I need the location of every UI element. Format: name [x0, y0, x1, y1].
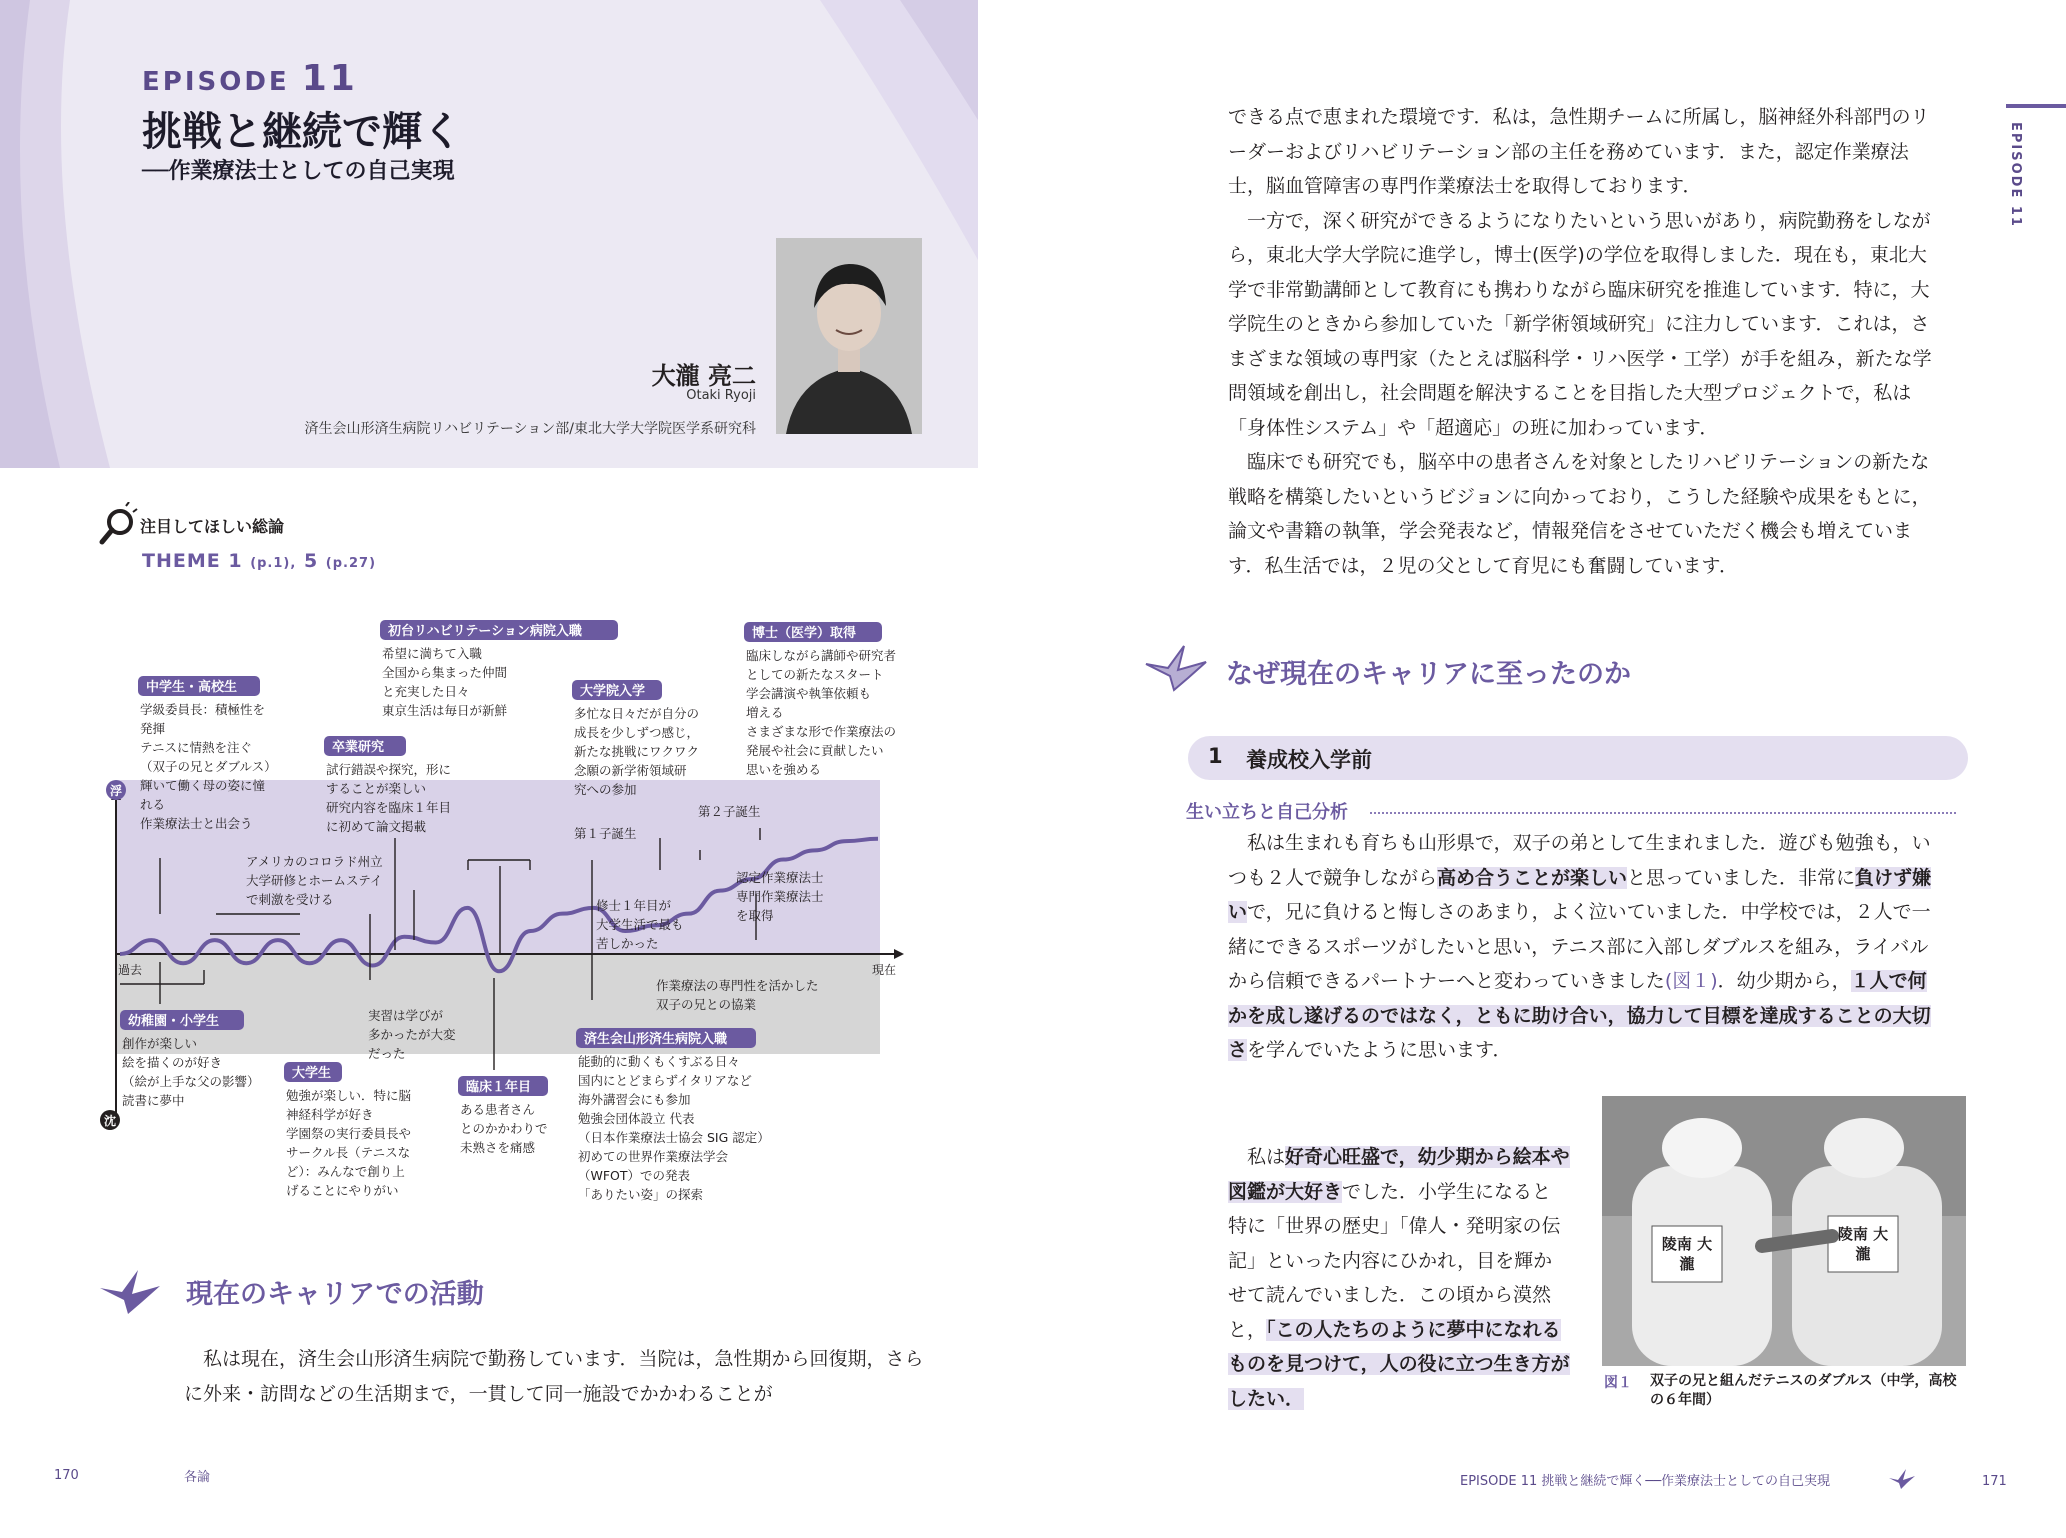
- chart-annotation-line: （日本作業療法士協会 SIG 認定）: [578, 1130, 770, 1145]
- chart-annotation-line: 新たな挑戦にワクワク: [574, 744, 700, 759]
- page-number-left: 170: [54, 1468, 79, 1483]
- chart-annotation-line: 発揮: [140, 721, 166, 736]
- chart-inline-note: 修士１年目が: [596, 898, 672, 913]
- theme-reference: THEME 1 (p.1), 5 (p.27): [142, 550, 377, 572]
- paragraph-5: 私は好奇心旺盛で，幼少期から絵本や図鑑が大好きでした．小学生になると特に「世界の歴史」「偉人・発明家の伝記」といった内容にひかれ，目を輝かせて読んでいました．この頃から漠然と，「この人たちのように夢中になれるものを見つけて，人の役に立つ生き方がしたい．: [1228, 1146, 1570, 1410]
- chart-annotation-line: することが楽しい: [326, 781, 427, 796]
- chart-annotation-line: げることにやりがい: [286, 1183, 399, 1198]
- chart-annotation-head: 博士（医学）取得: [752, 626, 857, 641]
- chart-upper-band: [116, 780, 880, 954]
- chart-inline-note: を取得: [736, 908, 774, 923]
- author-affiliation: 済生会山形済生病院リハビリテーション部/東北大学大学院医学系研究科: [304, 421, 756, 437]
- theme-heading: 注目してほしい総論: [140, 517, 285, 536]
- chart-annotation-line: 創作が楽しい: [122, 1036, 198, 1051]
- chart-annotation-line: 臨床しながら講師や研究者: [746, 648, 897, 663]
- subsection-title: 養成校入学前: [1246, 748, 1372, 772]
- chart-inline-note: 第２子誕生: [698, 804, 761, 819]
- chart-annotation-head: 臨床１年目: [466, 1080, 532, 1095]
- chart-inline-note: 作業療法の専門性を活かした: [656, 978, 819, 993]
- tennis-photo-image: [1602, 1096, 1966, 1366]
- chart-annotation-line: 希望に満ちて入職: [382, 646, 482, 661]
- author-portrait-image: [776, 238, 922, 434]
- running-head-left: 各論: [184, 1470, 211, 1485]
- chart-annotation-head: 卒業研究: [332, 740, 385, 755]
- chart-annotation-line: サークル長（テニスな: [286, 1145, 411, 1160]
- chart-annotation-line: 勉強会団体設立 代表: [578, 1111, 695, 1126]
- paragraphs-top: [1228, 100, 1944, 583]
- author-name: 大瀧 亮二: [651, 362, 756, 390]
- chart-annotation-line: 海外講習会にも参加: [578, 1092, 691, 1107]
- chart-annotation-head: 中学生・高校生: [146, 680, 238, 695]
- chart-annotation-head: 初台リハビリテーション病院入職: [388, 624, 582, 639]
- chart-annotation-line: 念願の新学術領域研: [574, 763, 687, 778]
- paragraph-1: できる点で恵まれた環境です．私は，急性期チームに所属し，脳神経外科部門のリーダーおよびリハビリテーション部の主任を務めています．また，認定作業療法士，脳血管障害の専門作業療法士を取得しております．: [1228, 106, 1930, 197]
- figure-caption: 双子の兄と組んだテニスのダブルス（中学，高校の６年間）: [1650, 1373, 1957, 1408]
- chart-inline-note: 苦しかった: [596, 936, 659, 951]
- section-title-why-career: なぜ現在のキャリアに至ったのか: [1226, 659, 1631, 690]
- chart-annotation-line: （絵が上手な父の影響）: [122, 1074, 260, 1089]
- chart-annotation-line: （双子の兄とダブルス）: [140, 759, 277, 774]
- chart-annotation-line: 発展や社会に貢献したい: [746, 743, 884, 758]
- chart-annotation-line: 学級委員長：積極性を: [140, 702, 266, 717]
- paragraph-current-career: 私は現在，済生会山形済生病院で勤務しています．当院は，急性期から回復期，さらに外来・訪問などの生活期まで，一貫して同一施設でかかわることが: [184, 1348, 924, 1405]
- chart-inline-note: 双子の兄との協業: [656, 997, 757, 1012]
- sidetab-episode: EPISODE 11: [2008, 122, 2023, 228]
- chart-annotation-line: 学会講演や執筆依頼も: [746, 686, 872, 701]
- chart-annotation-line: ある患者さん: [460, 1102, 536, 1117]
- chart-annotation-line: 勉強が楽しい．特に脳: [286, 1088, 412, 1103]
- chart-annotation-line: 学園祭の実行委員長や: [286, 1126, 412, 1141]
- chart-label-bottom: 沈: [103, 1114, 117, 1128]
- section-title-current-career: 現在のキャリアでの活動: [186, 1279, 484, 1310]
- episode-subtitle: ──作業療法士としての自己実現: [142, 159, 455, 184]
- chart-inline-note: 大学研修とホームステイ: [246, 873, 383, 888]
- chart-annotation-line: 成長を少しずつ感じ，: [574, 725, 700, 740]
- paragraph-3: 臨床でも研究でも，脳卒中の患者さんを対象としたリハビリテーションの新たな戦略を構築したいというビジョンに向かっており，こうした経験や成果をもとに，論文や書籍の執筆，学会発表など，情報発信をさせていただく機会も増えています．私生活では，２児の父として育児にも奮闘しています．: [1228, 451, 1931, 577]
- chart-inline-note: 多かったが大変: [368, 1027, 456, 1042]
- chart-inline-note: 第１子誕生: [574, 826, 637, 841]
- author-photo: [776, 238, 922, 434]
- chart-annotation-line: 能動的に動くもくすぶる日々: [578, 1054, 740, 1069]
- author-roman: Otaki Ryoji: [686, 388, 756, 403]
- chart-annotation-line: 作業療法士と出会う: [140, 816, 253, 831]
- chapter-header-band: [0, 0, 978, 468]
- magnifier-icon: [98, 502, 138, 546]
- page-number-right: 171: [1982, 1474, 2007, 1489]
- life-curve-chart: [0, 600, 978, 1220]
- chart-inline-note: 大学生活で最も: [596, 917, 684, 932]
- shirt-name-right: 陵南 大瀧: [1837, 1225, 1889, 1263]
- minor-heading: 生い立ちと自己分析: [1186, 802, 1348, 823]
- chart-annotation-line: 読書に夢中: [122, 1093, 185, 1108]
- bird-icon: [1888, 1468, 1916, 1490]
- running-head-right: EPISODE 11 挑戦と継続で輝く──作業療法士としての自己実現: [1460, 1474, 1831, 1489]
- chart-inline-note: 実習は学びが: [368, 1008, 444, 1023]
- chart-annotation-line: さまざまな形で作業療法の: [746, 724, 897, 739]
- chart-annotation-line: 全国から集まった仲間: [382, 665, 508, 680]
- right-page: [978, 0, 2066, 1538]
- chart-annotation-line: 絵を描くのが好き: [122, 1055, 223, 1070]
- chart-annotation-line: と充実した日々: [382, 684, 470, 699]
- paragraph-2: 一方で，深く研究ができるようになりたいという思いがあり，病院勤務をしながら，東北大学大学院に進学し，博士(医学)の学位を取得しました．現在も，東北大学で非常勤講師として教育にも携わりながら臨床研究を推進しています．特に，大学院生のときから参加していた「新学術領域研究」に注力しています．これは，さまざまな領域の専門家（たとえば脳科学・リハ医学・工学）が手を組み，新たな学問領域を創出し，社会問題を解決することを目指した大型プロジェクトで，私は「身体性システム」や「超適応」の班に加わっています．: [1228, 209, 1932, 439]
- chart-annotation-head: 大学生: [292, 1066, 332, 1081]
- bird-icon: [98, 1266, 164, 1316]
- subsection-number: 1: [1208, 744, 1223, 768]
- figure-tennis-photo: [1602, 1096, 1966, 1366]
- chart-annotation-line: 増える: [746, 705, 784, 720]
- chart-annotation-head: 済生会山形済生病院入職: [584, 1032, 728, 1047]
- chart-annotation-line: 輝いて働く母の姿に憧: [140, 778, 266, 793]
- figure-label: 図１: [1604, 1375, 1632, 1391]
- sidetab-rule: [2006, 104, 2066, 108]
- chart-annotation-line: 思いを強める: [746, 762, 822, 777]
- chart-annotation-line: （WFOT）での発表: [578, 1168, 691, 1183]
- chart-annotation-line: 国内にとどまらずイタリアなど: [578, 1073, 752, 1088]
- chart-label-top: 浮: [109, 784, 123, 798]
- chart-inline-note: 認定作業療法士: [736, 870, 824, 885]
- chart-inline-note: アメリカのコロラド州立: [246, 854, 383, 869]
- chart-inline-note: だった: [368, 1046, 406, 1061]
- chart-inline-note: で刺激を受ける: [246, 892, 334, 907]
- chart-annotation-head: 幼稚園・小学生: [128, 1014, 220, 1029]
- chart-annotation-line: 研究内容を臨床１年目: [326, 800, 452, 815]
- episode-title: 挑戦と継続で輝く: [142, 109, 462, 155]
- chart-annotation-line: 東京生活は毎日が新鮮: [382, 703, 508, 718]
- chart-annotation-line: 究への参加: [574, 782, 637, 797]
- chart-annotation-line: 試行錯誤や探究，形に: [326, 762, 452, 777]
- chart-annotation-line: れる: [140, 797, 166, 812]
- shirt-name-left: 陵南 大瀧: [1661, 1235, 1713, 1273]
- chart-annotation-line: 多忙な日々だが自分の: [574, 706, 700, 721]
- chart-annotation-line: 初めての世界作業療法学会: [578, 1149, 729, 1164]
- chart-annotation-line: 未熟さを痛感: [460, 1140, 536, 1155]
- left-page: [0, 0, 978, 1538]
- minor-heading-rule: [1370, 812, 1956, 814]
- chart-annotation-line: に初めて論文掲載: [326, 819, 427, 834]
- chart-x-end-label: 現在: [872, 963, 897, 977]
- chart-lower-band: [116, 954, 880, 1054]
- chart-inline-note: 専門作業療法士: [736, 889, 824, 904]
- chart-annotation-head: 大学院入学: [580, 684, 646, 699]
- chart-annotation-line: とのかかわりで: [460, 1121, 548, 1136]
- chart-annotation-line: としての新たなスタート: [746, 667, 884, 682]
- bird-icon: [1144, 644, 1208, 692]
- chart-annotation-line: ど）：みんなで創り上: [286, 1164, 405, 1179]
- paragraph-4: 私は生まれも育ちも山形県で，双子の弟として生まれました．遊びも勉強も，いつも２人で競争しながら高め合うことが楽しいと思っていました．非常に負けず嫌いで，兄に負けると悔しさのあまり，よく泣いていました．中学校では，２人で一緒にできるスポーツがしたいと思い，テニス部に入部しダブルスを組み，ライバルから信頼できるパートナーへと変わっていきました(図１)．幼少期から，１人で何かを成し遂げるのではなく，ともに助け合い，協力して目標を達成することの大切さを学んでいたように思います．: [1228, 832, 1932, 1061]
- episode-label: EPISODE 11: [142, 58, 358, 99]
- chart-x-start-label: 過去: [118, 963, 143, 977]
- chart-annotation-line: テニスに情熱を注ぐ: [140, 740, 253, 755]
- chart-annotation-line: 「ありたい姿」の探索: [578, 1187, 704, 1202]
- chart-x-arrow: [894, 949, 904, 959]
- chart-annotation-line: 神経科学が好き: [286, 1107, 374, 1122]
